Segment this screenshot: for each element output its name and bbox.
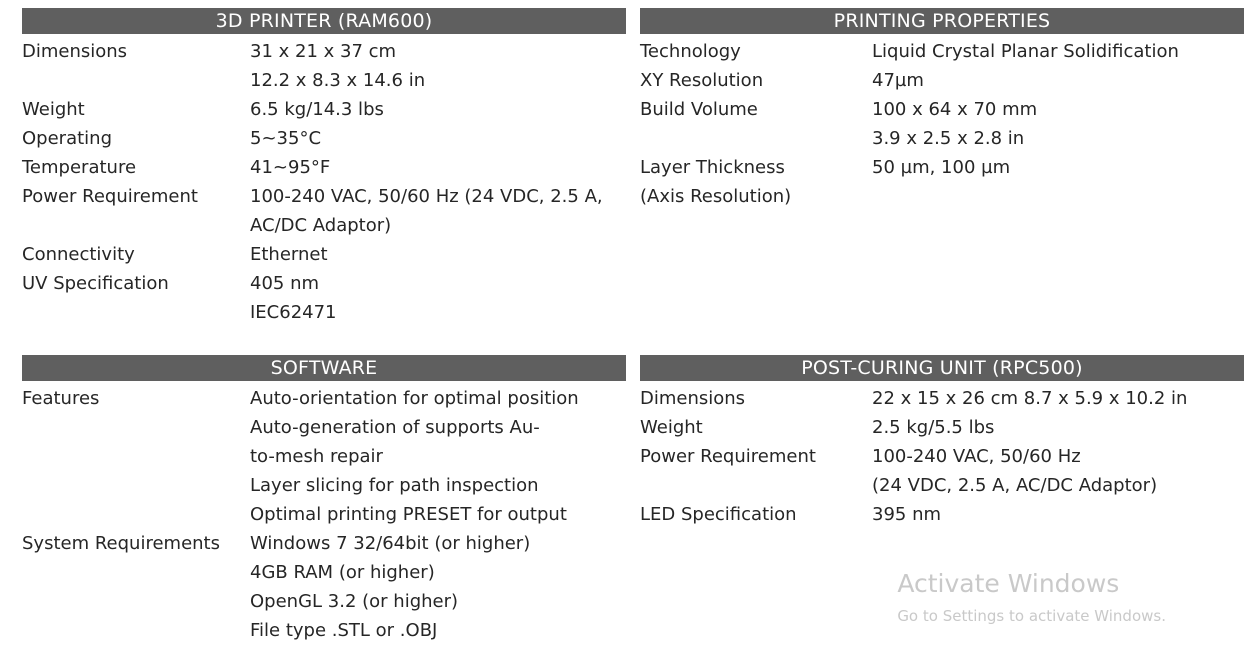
row-label: Layer Thickness (640, 157, 785, 178)
table-row (640, 442, 1244, 471)
row-label-empty (22, 298, 250, 327)
row-value: 100-240 VAC, 50/60 Hz (872, 446, 1081, 467)
row-value: 100-240 VAC, 50/60 Hz (24 VDC, 2.5 A, AC/DC Adaptor) (250, 186, 603, 236)
row-value: 3.9 x 2.5 x 2.8 in (872, 128, 1025, 149)
row-label-empty (22, 587, 250, 616)
row-value: 4GB RAM (or higher) (250, 562, 435, 583)
section-header-post-curing: POST-CURING UNIT (RPC500) (640, 355, 1244, 381)
printing-properties-table (640, 37, 1244, 211)
row-label-empty (22, 500, 250, 529)
row-value: Optimal printing PRESET for output (250, 504, 567, 525)
row-value: 41~95°F (250, 157, 331, 178)
row-label-empty (22, 471, 250, 500)
printer-column (22, 8, 626, 327)
row-label: Features (22, 388, 100, 409)
row-label-empty (22, 413, 250, 442)
table-row (22, 616, 626, 645)
table-row (22, 37, 626, 66)
table-row (22, 182, 626, 240)
row-label-empty (640, 124, 872, 153)
row-value: Auto-orientation for optimal position (250, 388, 579, 409)
row-label: XY Resolution (640, 70, 764, 91)
table-row (640, 182, 1244, 211)
row-value: Liquid Crystal Planar Solidification (872, 41, 1179, 62)
table-row (640, 384, 1244, 413)
table-row (640, 471, 1244, 500)
table-row (22, 153, 626, 182)
row-label: Build Volume (640, 99, 758, 120)
row-value: 6.5 kg/14.3 lbs (250, 99, 384, 120)
row-label: Dimensions (22, 41, 128, 62)
table-row (640, 500, 1244, 529)
row-value: Layer slicing for path inspection (250, 475, 539, 496)
row-value: 12.2 x 8.3 x 14.6 in (250, 70, 426, 91)
table-row (22, 124, 626, 153)
post-curing-table (640, 384, 1244, 529)
row-value: 395 nm (872, 504, 942, 525)
table-row (22, 587, 626, 616)
top-section-row (22, 8, 1236, 327)
row-label: Connectivity (22, 244, 135, 265)
table-row (22, 558, 626, 587)
row-label: Power Requirement (22, 186, 198, 207)
post-curing-column (640, 355, 1244, 645)
row-label: Weight (640, 417, 703, 438)
table-row (640, 124, 1244, 153)
table-row (22, 298, 626, 327)
row-label-cont (22, 558, 250, 587)
table-row (22, 269, 626, 298)
table-row (640, 37, 1244, 66)
row-label-empty (22, 66, 250, 95)
row-label: (Axis Resolution) (640, 186, 792, 207)
row-label: Weight (22, 99, 85, 120)
table-row (22, 442, 626, 471)
table-row (640, 95, 1244, 124)
printer-table (22, 37, 626, 327)
table-row (640, 66, 1244, 95)
row-value: Windows 7 32/64bit (or higher) (250, 533, 531, 554)
row-value: IEC62471 (250, 302, 337, 323)
row-label-empty (22, 442, 250, 471)
watermark-title: Activate Windows (897, 569, 1120, 598)
section-header-printing-properties: PRINTING PROPERTIES (640, 8, 1244, 34)
table-row (22, 471, 626, 500)
table-row (22, 384, 626, 413)
row-label: Technology (640, 41, 741, 62)
row-label-empty (22, 616, 250, 645)
row-value: File type .STL or .OBJ (250, 620, 438, 641)
row-value: Ethernet (250, 244, 328, 265)
table-row (22, 66, 626, 95)
row-value: 2.5 kg/5.5 lbs (872, 417, 995, 438)
row-value: to-mesh repair (250, 446, 383, 467)
row-label: LED Specification (640, 504, 797, 525)
table-row (22, 95, 626, 124)
table-row (22, 240, 626, 269)
table-row (640, 413, 1244, 442)
row-label: System Requirements (22, 533, 220, 554)
table-row (22, 529, 626, 558)
section-header-software: SOFTWARE (22, 355, 626, 381)
bottom-section-row (22, 355, 1236, 645)
table-row (22, 500, 626, 529)
row-label: Power Requirement (640, 446, 816, 467)
row-value: 100 x 64 x 70 mm (872, 99, 1038, 120)
row-label: Dimensions (640, 388, 746, 409)
row-value: 47µm (872, 70, 924, 91)
table-row (22, 413, 626, 442)
table-row (640, 153, 1244, 182)
software-table (22, 384, 626, 645)
row-value: 50 µm, 100 µm (872, 157, 1011, 178)
software-column (22, 355, 626, 645)
row-value: 405 nm (250, 273, 320, 294)
row-value: OpenGL 3.2 (or higher) (250, 591, 459, 612)
row-label-cont (640, 471, 872, 500)
row-value: Auto-generation of supports Au- (250, 417, 540, 438)
row-value: 31 x 21 x 37 cm (250, 41, 397, 62)
watermark-subtitle: Go to Settings to activate Windows. (897, 607, 1166, 625)
row-label: Operating (22, 128, 112, 149)
printing-properties-column (640, 8, 1244, 327)
section-header-printer: 3D PRINTER (RAM600) (22, 8, 626, 34)
row-value: 5~35°C (250, 128, 322, 149)
row-value: 22 x 15 x 26 cm 8.7 x 5.9 x 10.2 in (872, 388, 1188, 409)
row-label: Temperature (22, 157, 137, 178)
row-label: UV Specification (22, 273, 169, 294)
row-value: (24 VDC, 2.5 A, AC/DC Adaptor) (872, 475, 1158, 496)
row-value (872, 182, 1244, 211)
